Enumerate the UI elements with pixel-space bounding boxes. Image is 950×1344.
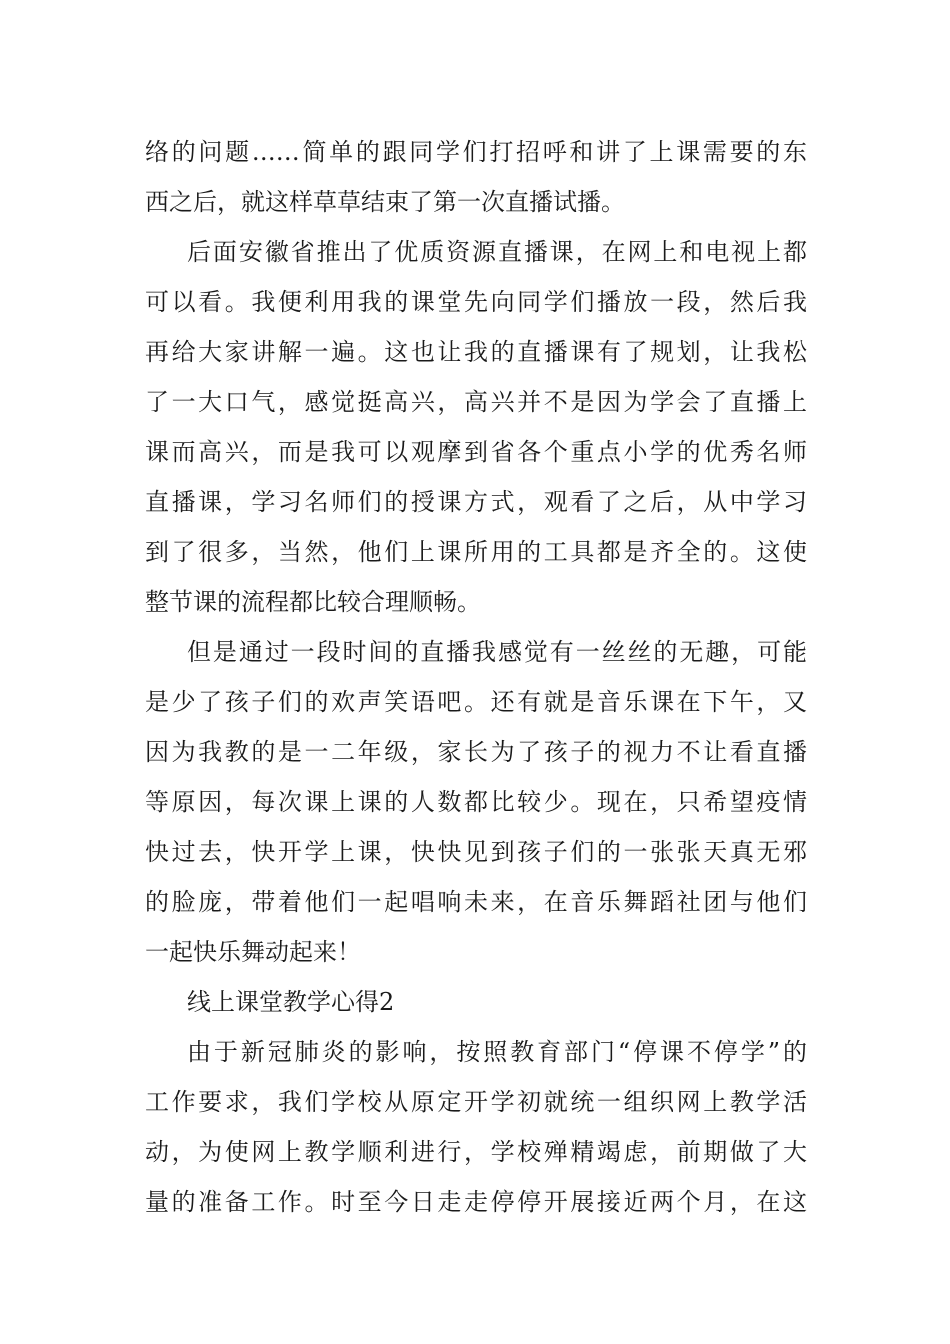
paragraph-continuation	[145, 127, 807, 227]
text-line: 是少了孩子们的欢声笑语吧。还有就是音乐课在下午，又	[145, 688, 807, 716]
section-heading	[145, 977, 807, 1027]
text-line: 工作要求，我们学校从原定开学初就统一组织网上教学活	[145, 1088, 807, 1116]
document-body	[145, 127, 807, 1227]
text-line: 快过去，快开学上课，快快见到孩子们的一张张天真无邪	[145, 838, 807, 866]
text-line: 但是通过一段时间的直播我感觉有一丝丝的无趣，可能	[187, 638, 807, 666]
text-line: 直播课，学习名师们的授课方式，观看了之后，从中学习	[145, 488, 807, 516]
text-line: 的脸庞，带着他们一起唱响未来，在音乐舞蹈社团与他们	[145, 888, 807, 916]
text-line: 络的问题……简单的跟同学们打招呼和讲了上课需要的东	[145, 138, 807, 166]
text-line: 因为我教的是一二年级，家长为了孩子的视力不让看直播	[145, 738, 807, 766]
paragraph	[145, 627, 807, 977]
paragraph	[145, 1027, 807, 1227]
text-line: 课而高兴，而是我可以观摩到省各个重点小学的优秀名师	[145, 438, 807, 466]
text-line: 整节课的流程都比较合理顺畅。	[145, 588, 481, 616]
text-line: 一起快乐舞动起来！	[145, 938, 361, 966]
text-line: 量的准备工作。时至今日走走停停开展接近两个月，在这	[145, 1188, 807, 1216]
text-line: 到了很多，当然，他们上课所用的工具都是齐全的。这使	[145, 538, 807, 566]
text-line: 由于新冠肺炎的影响，按照教育部门“停课不停学”的	[187, 1038, 807, 1066]
text-line: 后面安徽省推出了优质资源直播课，在网上和电视上都	[187, 238, 807, 266]
text-line: 西之后，就这样草草结束了第一次直播试播。	[145, 188, 625, 216]
text-line: 了一大口气，感觉挺高兴，高兴并不是因为学会了直播上	[145, 388, 807, 416]
heading-text: 线上课堂教学心得2	[187, 988, 395, 1016]
paragraph	[145, 227, 807, 627]
text-line: 再给大家讲解一遍。这也让我的直播课有了规划，让我松	[145, 338, 807, 366]
text-line: 可以看。我便利用我的课堂先向同学们播放一段，然后我	[145, 288, 807, 316]
text-line: 动，为使网上教学顺利进行，学校殚精竭虑，前期做了大	[145, 1138, 807, 1166]
text-line: 等原因，每次课上课的人数都比较少。现在，只希望疫情	[145, 788, 807, 816]
